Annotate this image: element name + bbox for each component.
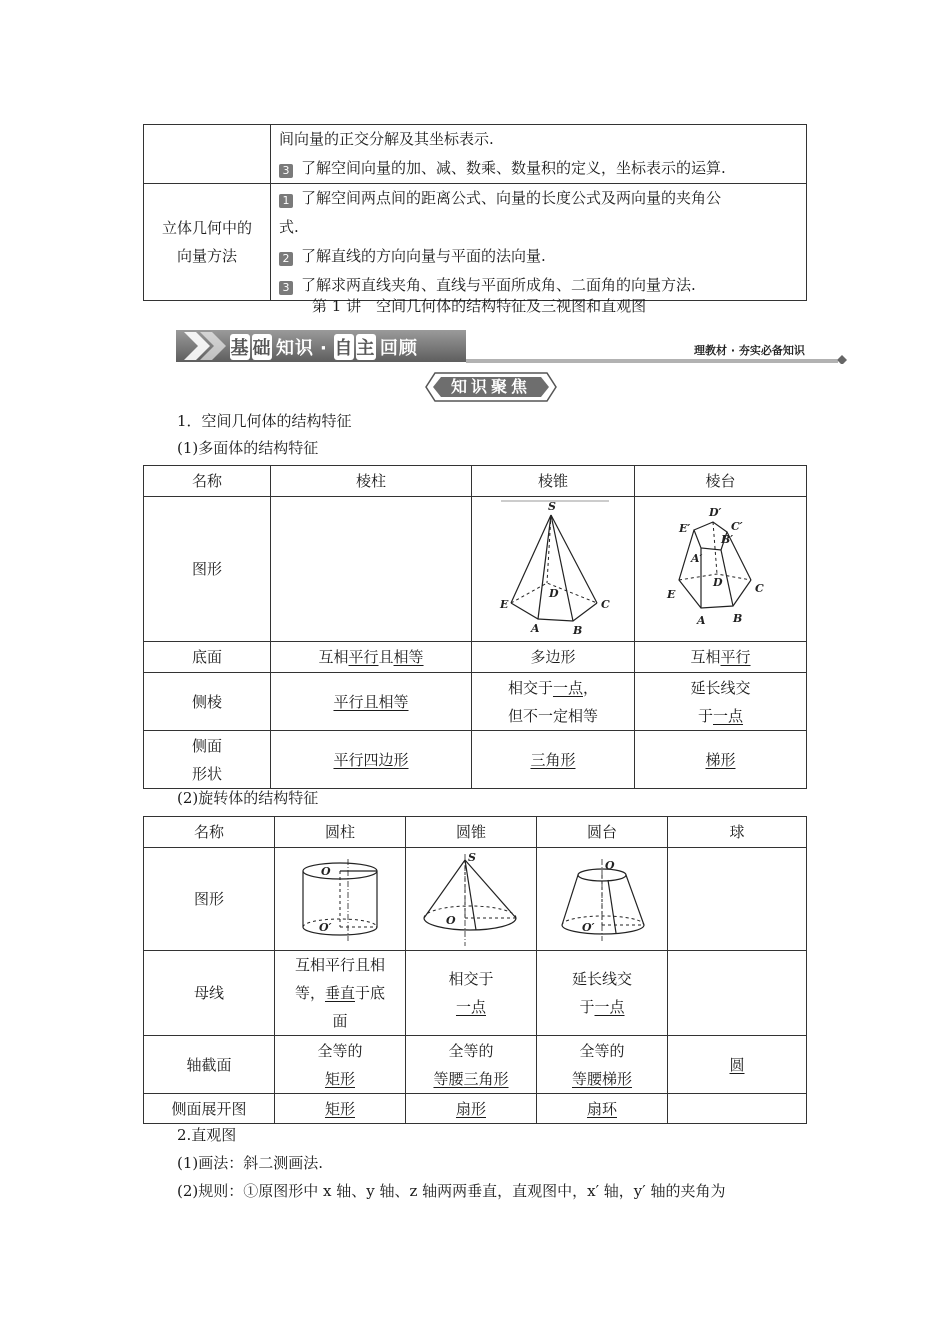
heading-polyhedron: (1)多面体的结构特征 — [177, 439, 319, 457]
center-label: O — [446, 913, 456, 927]
cell: 全等的 等腰三角形 — [406, 1036, 537, 1094]
number-1-icon: 1 — [279, 194, 293, 208]
header-cell: 名称 — [144, 817, 275, 848]
banner-title: 基 础 知识 · 自 主 回顾 — [230, 334, 418, 360]
cell: 平行且相等 — [271, 673, 472, 731]
cell: 矩形 — [275, 1094, 406, 1124]
lecture-title: 第 1 讲 空间几何体的结构特征及三视图和直观图 — [312, 297, 647, 315]
header-cell: 球 — [668, 817, 807, 848]
header-cell: 圆柱 — [275, 817, 406, 848]
frustum-cone-figure — [552, 855, 652, 943]
heading-intuitive-drawing: 2.直观图 — [177, 1126, 237, 1144]
vertex-label: C — [754, 581, 764, 595]
requirement-line: 1 了解空间两点间的距离公式、向量的长度公式及两向量的夹角公 — [279, 184, 806, 213]
requirement-line: 3 了解求两直线夹角、直线与平面所成角、二面角的向量方法. — [279, 271, 806, 300]
cylinder-figure-cell — [275, 848, 406, 951]
cone-figure-cell — [406, 848, 537, 951]
pyramid-figure-cell — [472, 497, 635, 642]
cell: 多边形 — [472, 642, 635, 673]
frustum-figure-cell — [635, 497, 807, 642]
cell: 互相平行且相 等，垂直于底 面 — [275, 951, 406, 1036]
cell: 圆 — [668, 1036, 807, 1094]
vertex-label: E — [500, 598, 509, 611]
cell: 互相平行且相等 — [271, 642, 472, 673]
banner-right-text: 理教材 · 夯实必备知识 — [694, 344, 805, 357]
sphere-figure-cell — [668, 848, 807, 951]
header-cell: 圆台 — [537, 817, 668, 848]
row-label: 图形 — [144, 848, 275, 951]
row-label: 侧面 形状 — [144, 731, 271, 789]
vertex-label: A′ — [690, 551, 702, 565]
category-label: 向量方法 — [176, 247, 237, 265]
subsection-title: 知识聚焦 — [450, 377, 531, 396]
cell: 相交于 一点 — [406, 951, 537, 1036]
frustum-figure — [661, 502, 781, 637]
cell: 扇形 — [406, 1094, 537, 1124]
row-label: 底面 — [144, 642, 271, 673]
requirement-line: 3 了解空间向量的加、减、数乘、数量积的定义，坐标表示的运算. — [279, 154, 806, 183]
category-label: 立体几何中的 — [161, 219, 252, 237]
number-3-icon: 3 — [279, 164, 293, 178]
cell: 延长线交 于一点 — [537, 951, 668, 1036]
requirement-line: 式. — [279, 218, 299, 236]
cell-empty — [668, 951, 807, 1036]
rotation-body-table — [143, 816, 807, 1124]
center-label: O — [321, 864, 331, 878]
category-cell — [144, 184, 271, 301]
vertex-label: B — [573, 624, 583, 637]
cone-figure — [416, 852, 526, 947]
cell: 相交于一点， 但不一定相等 — [472, 673, 635, 731]
cell: 互相平行 — [635, 642, 807, 673]
paragraph-rules: (2)规则：①原图形中 x 轴、y 轴、z 轴两两垂直，直观图中，x′ 轴，y′ 轴的夹角为 — [177, 1182, 726, 1200]
cell: 全等的 矩形 — [275, 1036, 406, 1094]
cell: 梯形 — [635, 731, 807, 789]
frustum-cone-figure-cell — [537, 848, 668, 951]
vertex-label: D — [712, 575, 723, 589]
row-label: 图形 — [144, 497, 271, 642]
heading-rotation-body: (2)旋转体的结构特征 — [177, 789, 319, 807]
row-label: 侧棱 — [144, 673, 271, 731]
vertex-label: E′ — [678, 521, 690, 535]
apex-label: S — [468, 851, 476, 864]
header-cell: 棱锥 — [472, 466, 635, 497]
header-cell: 名称 — [144, 466, 271, 497]
vertex-label: E — [666, 587, 675, 601]
requirement-cell — [271, 125, 807, 184]
row-label: 母线 — [144, 951, 275, 1036]
vertex-label: B′ — [720, 532, 733, 546]
cell: 三角形 — [472, 731, 635, 789]
center-label: O′ — [319, 920, 332, 934]
header-cell: 棱台 — [635, 466, 807, 497]
vertex-label: C′ — [730, 519, 743, 533]
prism-figure-cell — [271, 497, 472, 642]
polyhedron-table — [143, 465, 807, 789]
number-2-icon: 2 — [279, 252, 293, 266]
vertex-label: D — [549, 587, 559, 600]
requirement-line: 间向量的正交分解及其坐标表示. — [279, 130, 494, 148]
number-3-icon: 3 — [279, 281, 293, 295]
center-label: O′ — [582, 921, 595, 934]
cylinder-figure — [295, 857, 385, 942]
curriculum-table — [143, 124, 807, 301]
requirement-cell — [271, 184, 807, 301]
vertex-label: C — [601, 598, 610, 611]
vertex-label: A — [531, 622, 540, 635]
paragraph-method: (1)画法：斜二测画法. — [177, 1154, 324, 1172]
requirement-line: 2 了解直线的方向向量与平面的法向量. — [279, 242, 806, 271]
cell: 平行四边形 — [271, 731, 472, 789]
pyramid-figure — [473, 499, 633, 639]
center-label: O — [605, 859, 615, 872]
row-label: 侧面展开图 — [144, 1094, 275, 1124]
cell: 扇环 — [537, 1094, 668, 1124]
vertex-label: B — [732, 611, 742, 625]
row-label: 轴截面 — [144, 1036, 275, 1094]
header-cell: 圆锥 — [406, 817, 537, 848]
heading-structure: 1．空间几何体的结构特征 — [177, 412, 352, 430]
category-cell-empty — [144, 125, 271, 184]
vertex-label: A — [696, 613, 706, 627]
cell-empty — [668, 1094, 807, 1124]
header-cell: 棱柱 — [271, 466, 472, 497]
vertex-label: D′ — [708, 505, 721, 519]
cell: 延长线交 于一点 — [635, 673, 807, 731]
cell: 全等的 等腰梯形 — [537, 1036, 668, 1094]
vertex-label: S — [548, 500, 556, 513]
